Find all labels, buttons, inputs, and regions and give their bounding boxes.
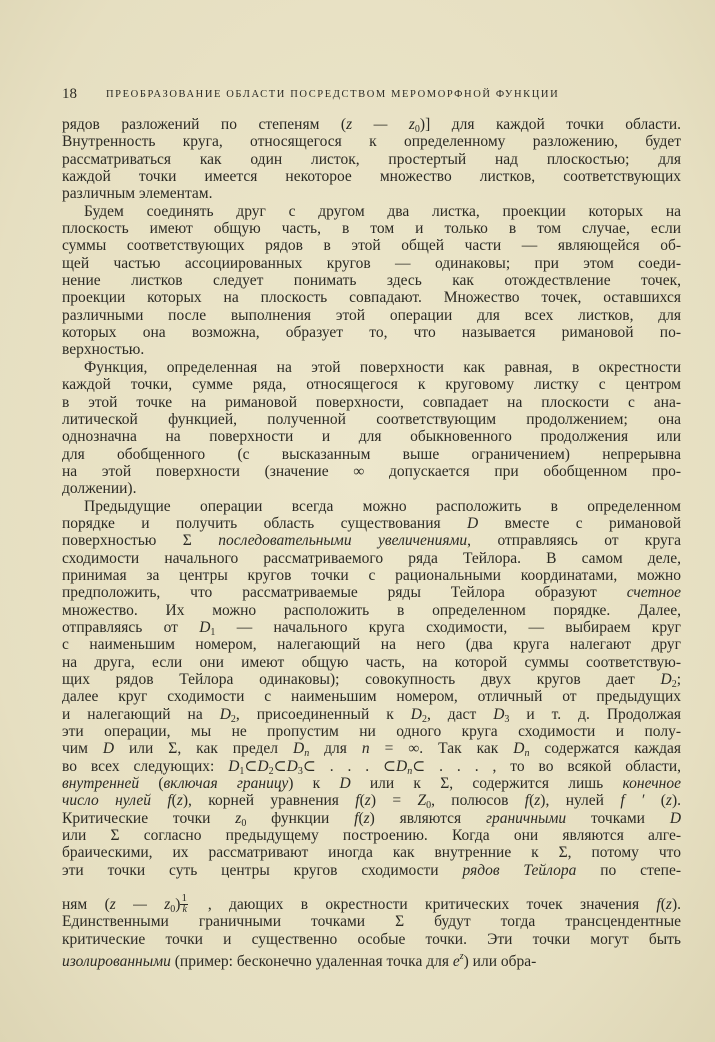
text-run: во всех следующих: xyxy=(62,757,229,775)
text-run: различными после выполнения этой операции для всех листков, для xyxy=(62,306,681,324)
text-run: для обобщенного (с высказанным выше ограничением) непрерывна xyxy=(62,445,681,463)
text-run: рассматриваться как один листок, простертый над плоскостью; для xyxy=(62,150,681,168)
text-run: Будем соединять друг с другом два листка, проекции которых на xyxy=(84,202,681,220)
subscript: 0 xyxy=(414,124,420,135)
text-run: щих рядов Тейлора одинаковы); совокупность двух кругов дает xyxy=(62,671,661,688)
text-run: в этой точке на римановой поверхности, совпадает на плоскости с ана- xyxy=(62,393,681,411)
italic-text: D xyxy=(513,740,525,758)
text-line xyxy=(62,654,681,671)
subscript: 1 xyxy=(239,765,245,777)
text-run: каждой точки, сумме ряда, относящегося к круговому листку с центром xyxy=(62,376,681,394)
text-run: ( xyxy=(529,792,535,810)
italic-text: f xyxy=(355,792,360,810)
italic-text: z — z xyxy=(346,116,415,133)
subscript: n xyxy=(304,748,310,760)
italic-text: граничными xyxy=(485,809,567,827)
text-run: )] для каждой точки области. xyxy=(419,116,681,133)
text-line xyxy=(62,151,681,168)
text-run: вместе с римановой xyxy=(478,514,681,532)
text-line xyxy=(62,498,681,515)
subscript: n xyxy=(407,765,413,777)
text-line xyxy=(62,307,681,324)
text-line xyxy=(62,775,681,792)
subscript: 0 xyxy=(241,817,247,829)
text-line xyxy=(62,584,681,601)
text-line xyxy=(62,324,681,341)
text-run: или Σ согласно предыдущему построению. Когда они являются алге- xyxy=(62,827,681,845)
italic-text: z xyxy=(176,792,183,810)
text-line xyxy=(62,133,681,150)
text-run: ; xyxy=(676,671,681,688)
text-line xyxy=(62,446,681,463)
text-line xyxy=(62,394,681,411)
text-line xyxy=(62,671,681,688)
running-title: ПРЕОБРАЗОВАНИЕ ОБЛАСТИ ПОСРЕДСТВОМ МЕРОМОРФНОЙ ФУНКЦИИ xyxy=(106,89,560,100)
italic-text: f ′ xyxy=(620,792,645,810)
text-run: далее круг сходимости с наименьшим номером, отличный от предыдущих xyxy=(62,688,681,706)
paragraph xyxy=(62,497,682,971)
italic-text: внутренней xyxy=(62,775,140,793)
text-line xyxy=(62,636,681,653)
italic-text: n xyxy=(361,740,370,758)
text-line xyxy=(62,723,681,740)
text-run: эти операции, мы не пропустим ни одного круга сходимости и полу- xyxy=(62,723,681,741)
subscript: 3 xyxy=(297,765,303,777)
text-line xyxy=(62,341,681,358)
text-line xyxy=(62,792,682,812)
text-run: ( xyxy=(359,792,365,810)
italic-text: число нулей f xyxy=(62,792,172,810)
text-line xyxy=(62,913,681,930)
subscript: 0 xyxy=(170,904,176,916)
text-line xyxy=(62,203,681,220)
italic-text: включая границу xyxy=(163,775,289,793)
text-run: которых она возможна, образует то, что называется римановой по- xyxy=(62,324,681,342)
text-run: должении). xyxy=(62,480,137,498)
text-run: суммы соответствующих рядов в этой общей части — являющейся об- xyxy=(62,237,681,255)
text-line xyxy=(62,220,681,237)
italic-text: D xyxy=(257,757,269,775)
subscript: 2 xyxy=(230,713,236,725)
text-run: каждой точки имеется некоторое множество листков, соответствующих xyxy=(62,168,681,186)
text-line xyxy=(62,168,681,185)
text-run: ) являются xyxy=(369,809,486,827)
italic-text: D xyxy=(669,809,682,827)
paragraph xyxy=(62,203,681,359)
text-run: , полюсов xyxy=(431,792,525,810)
italic-text: f xyxy=(354,809,359,827)
italic-text: z — z xyxy=(109,896,171,914)
text-run: ) к xyxy=(288,775,340,793)
text-run: , отправляясь от круга xyxy=(467,532,681,550)
text-line xyxy=(62,550,681,567)
italic-text: D xyxy=(292,740,305,758)
subscript: 2 xyxy=(421,713,427,725)
text-run: различным элементам. xyxy=(62,185,213,203)
text-run: = ∞. Так как xyxy=(369,740,514,758)
text-run: верхностью. xyxy=(62,341,145,359)
text-line xyxy=(62,515,681,532)
text-run: множество. Их можно расположить в определенном порядке. Далее, xyxy=(62,601,681,619)
text-run: или Σ, как предел xyxy=(114,740,293,758)
text-run: порядке и получить область существования xyxy=(62,514,468,532)
italic-text: последовательными увеличениями xyxy=(218,532,468,550)
text-line xyxy=(62,931,681,948)
page-header xyxy=(62,86,682,104)
text-run: на этой поверхности (значение ∞ допускается при обобщенном про- xyxy=(62,462,681,480)
body-text xyxy=(62,116,682,971)
text-line xyxy=(62,758,681,775)
text-line xyxy=(62,463,681,480)
text-run: Предыдущие операции всегда можно расположить в определенном xyxy=(84,497,681,515)
text-run: точками xyxy=(566,809,670,827)
text-run: эти точки суть центры кругов сходимости xyxy=(62,861,463,879)
text-run: ( xyxy=(358,809,364,827)
text-line xyxy=(62,827,681,844)
text-run: содержатся каждая xyxy=(529,740,681,758)
text-run: ) xyxy=(175,896,181,914)
italic-text: D xyxy=(339,775,351,793)
text-run: браическими, их рассматривают иногда как внутренние к Σ, потому что xyxy=(62,844,681,862)
italic-text: z xyxy=(665,896,672,914)
text-run: плоскость имеют общую часть, в том и только в том случае, если xyxy=(62,220,681,238)
text-run: ⊂ . . . ⊂ xyxy=(302,757,397,775)
text-run: ням ( xyxy=(62,896,110,914)
text-run: отправляясь от xyxy=(62,618,200,636)
italic-text: счетное xyxy=(626,584,681,602)
text-run: Функция, определенная на этой поверхности как равная, в окрестности xyxy=(84,358,681,376)
text-run: литической функцией, полученной соответствующим продолжением; она xyxy=(62,410,681,428)
text-run: Критические точки xyxy=(62,809,236,827)
text-run: ( xyxy=(171,792,177,810)
text-run: однозначна на поверхности и для обыкновенного продолжения или xyxy=(62,428,681,446)
fraction-numerator: 1 xyxy=(181,892,187,905)
text-run: с наименьшим номером, налегающий на него (два круга налегают друг xyxy=(62,636,681,654)
text-run: на друга, если они имеют общую часть, на которой суммы соответствую- xyxy=(62,653,681,671)
text-run: ) = xyxy=(370,792,418,810)
text-run: щей частью ассоциированных кругов — одинаковы; при этом соеди- xyxy=(62,254,681,272)
italic-text: D xyxy=(102,740,115,758)
superscript: z xyxy=(459,951,464,963)
text-run: Внутренность круга, относящегося к определенному разложению, будет xyxy=(62,133,681,151)
fraction-denominator: k xyxy=(182,904,187,916)
text-line xyxy=(62,359,681,376)
subscript: 2 xyxy=(671,679,677,690)
text-run: ). xyxy=(671,792,682,810)
italic-text: z xyxy=(665,792,672,810)
subscript: 1 xyxy=(210,626,216,638)
text-line xyxy=(62,116,681,133)
italic-text: D xyxy=(660,671,672,688)
text-run: (пример: бесконечно удаленная точка для xyxy=(170,953,453,971)
text-run: ⊂ xyxy=(244,757,258,775)
italic-text: z xyxy=(364,792,371,810)
text-line xyxy=(62,272,681,289)
text-line xyxy=(62,567,681,584)
italic-text: f xyxy=(524,792,530,810)
subscript: n xyxy=(524,748,530,760)
text-line xyxy=(62,619,681,636)
italic-text: e xyxy=(452,953,460,971)
text-line xyxy=(62,892,681,916)
italic-text: D xyxy=(396,757,408,775)
italic-text: Z xyxy=(417,792,427,810)
italic-text: z xyxy=(534,792,541,810)
text-run: ). xyxy=(671,896,681,914)
text-run: сходимости начального рассматриваемого ряда Тейлора. В самом деле, xyxy=(62,549,681,567)
text-run: критические точки и существенно особые точки. Эти точки могут быть xyxy=(62,930,681,948)
text-run: ) или обра- xyxy=(463,953,537,971)
text-line xyxy=(62,844,681,861)
italic-text: f xyxy=(656,896,661,914)
italic-text: D xyxy=(493,705,505,723)
subscript: 0 xyxy=(426,800,432,812)
italic-text: D xyxy=(286,757,298,775)
text-line xyxy=(62,289,681,306)
italic-text: изолированными xyxy=(62,953,171,971)
text-run: — начального круга сходимости, — выбираем круг xyxy=(215,618,681,636)
text-line xyxy=(62,237,681,254)
text-run: принимая за центры кругов точки с рациональными координатами, можно xyxy=(62,566,681,584)
text-line xyxy=(62,948,681,971)
text-run: ⊂ . . . , то во всякой области, xyxy=(412,757,681,775)
subscript: 2 xyxy=(268,765,274,777)
text-run: ( xyxy=(644,792,666,810)
text-run: по степе- xyxy=(576,861,681,879)
paragraph xyxy=(62,116,681,203)
italic-text: конечное xyxy=(622,775,681,793)
text-line xyxy=(62,688,681,705)
text-line xyxy=(62,532,681,549)
text-run: функции xyxy=(246,809,355,827)
text-line xyxy=(62,480,681,497)
italic-text: D xyxy=(219,705,231,723)
page-number: 18 xyxy=(62,86,77,102)
italic-text: D xyxy=(228,757,240,775)
text-run: предположить, что рассматриваемые ряды Тейлора образуют xyxy=(62,584,627,602)
text-run: чим xyxy=(62,740,103,758)
text-run: ), нулей xyxy=(540,792,621,810)
text-line xyxy=(62,185,681,202)
text-line xyxy=(62,428,681,445)
text-run: ( xyxy=(139,775,164,793)
italic-text: z xyxy=(235,809,242,827)
subscript: 3 xyxy=(504,713,510,725)
text-run: ( xyxy=(660,896,666,914)
text-line xyxy=(62,602,681,619)
text-run: ⊂ xyxy=(273,757,287,775)
text-run: , дающих в окрестности критических точек значения xyxy=(190,896,657,914)
text-run: или к Σ, содержится лишь xyxy=(350,775,623,793)
text-line xyxy=(62,862,681,879)
italic-text: D xyxy=(410,705,422,723)
text-run: ), корней уравнения xyxy=(182,792,356,810)
text-run: и налегающий на xyxy=(62,705,220,723)
text-line xyxy=(62,706,681,723)
text-line xyxy=(62,376,681,393)
text-run: поверхностью Σ xyxy=(62,532,219,550)
text-run: проекции которых на плоскость совпадают. Множество точек, оставшихся xyxy=(62,289,681,307)
text-line xyxy=(62,740,681,760)
italic-text: D xyxy=(467,514,479,532)
text-line xyxy=(62,411,681,428)
italic-text: рядов Тейлора xyxy=(462,861,577,879)
text-run: Единственными граничными точками Σ будут тогда трансцендентные xyxy=(62,913,681,931)
italic-text: z xyxy=(363,809,370,827)
text-run: рядов разложений по степеням ( xyxy=(62,116,347,133)
text-line xyxy=(62,255,681,272)
text-run: нение листков следует понимать здесь как отождествление точек, xyxy=(62,272,681,290)
italic-text: D xyxy=(199,618,211,636)
text-run: , даст xyxy=(426,705,494,723)
text-run: для xyxy=(309,740,362,758)
paragraph xyxy=(62,359,681,498)
text-run: , присоединенный к xyxy=(235,705,411,723)
text-line xyxy=(62,810,681,827)
text-run: и т. д. Продолжая xyxy=(509,705,681,723)
